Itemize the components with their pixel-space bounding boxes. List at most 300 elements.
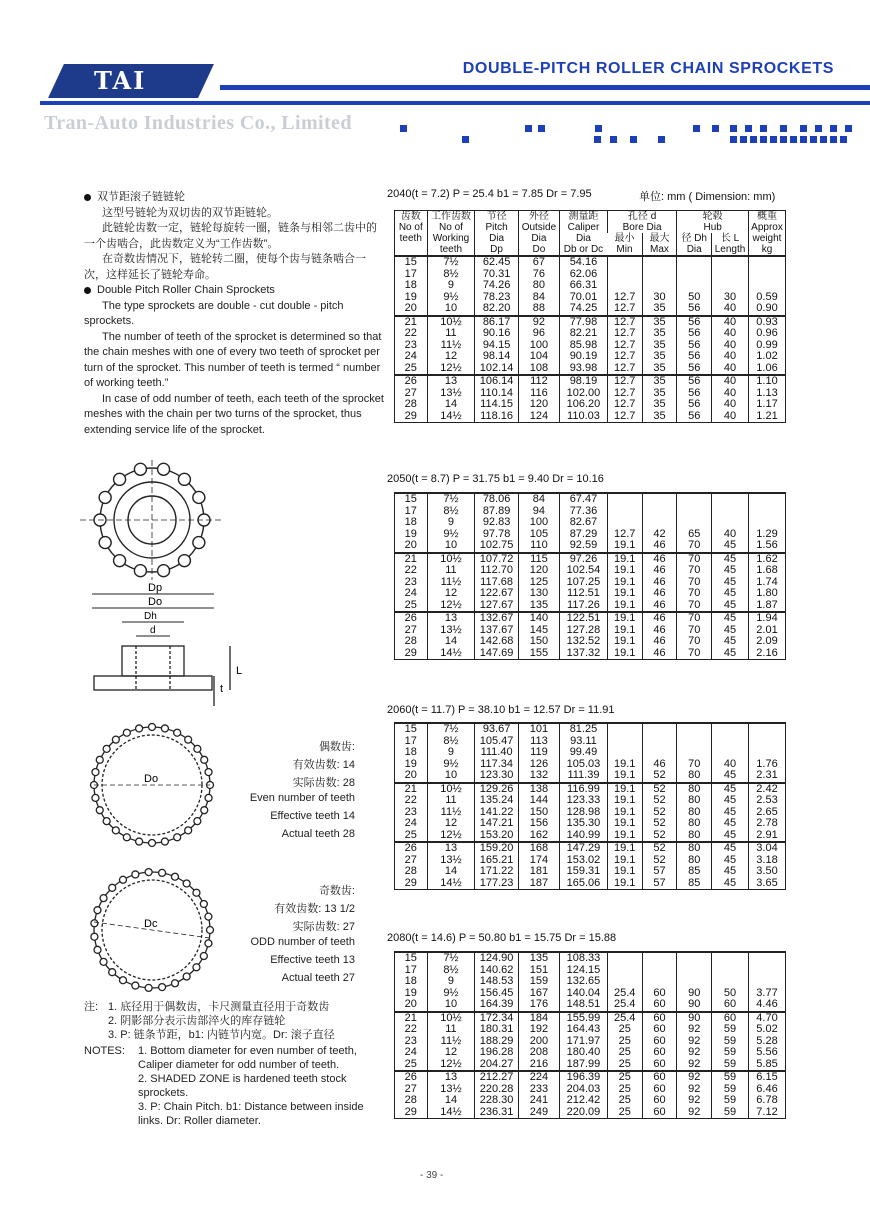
table-header-cell: 最小 Min bbox=[614, 233, 635, 255]
table-cell bbox=[677, 280, 712, 292]
table-cell: 18 bbox=[404, 746, 417, 758]
table-cell: 141.22 bbox=[475, 807, 518, 819]
decor-square bbox=[815, 125, 822, 132]
table-cell: 45 bbox=[712, 600, 749, 613]
table-cell: 10½ bbox=[427, 1012, 475, 1025]
table-cell: 117.68 bbox=[475, 577, 518, 589]
intro-cn-p1: 这型号链轮为双切齿的双节距链轮。 bbox=[102, 206, 278, 219]
table-cell: 97.26 bbox=[560, 553, 608, 566]
table-cell bbox=[749, 976, 786, 988]
table-cell: 35 bbox=[642, 375, 677, 388]
table-cell: 60 bbox=[642, 1095, 677, 1107]
table-cell: 92.59 bbox=[560, 540, 608, 553]
table-cell: 92 bbox=[677, 1071, 712, 1084]
table-cell: 165.06 bbox=[560, 878, 608, 890]
decor-square bbox=[760, 125, 767, 132]
tooth-mark bbox=[205, 913, 212, 920]
row-group bbox=[395, 316, 786, 376]
tooth-mark bbox=[158, 565, 170, 577]
table-cell: 9½ bbox=[427, 759, 475, 771]
decor-square bbox=[595, 125, 602, 132]
table-cell: 22 bbox=[404, 564, 417, 576]
tooth-mark bbox=[194, 818, 201, 825]
table-cell: 2.78 bbox=[749, 818, 786, 830]
tooth-mark bbox=[136, 725, 143, 732]
table-cell: 82.20 bbox=[475, 303, 518, 316]
table-cell: 60 bbox=[642, 1071, 677, 1084]
table-cell: 70 bbox=[677, 577, 712, 589]
table-cell: 192 bbox=[518, 1024, 559, 1036]
table-cell: 45 bbox=[712, 795, 749, 807]
table-cell: 3.50 bbox=[749, 866, 786, 878]
table-cell: 156.45 bbox=[475, 988, 518, 1000]
table-cell: 25.4 bbox=[607, 1012, 642, 1025]
table-cell: 188.29 bbox=[475, 1036, 518, 1048]
table-row bbox=[395, 1059, 786, 1072]
table-cell: 105 bbox=[518, 529, 559, 541]
table-cell bbox=[749, 965, 786, 977]
table-cell: 101 bbox=[518, 723, 559, 736]
table-cell: 56 bbox=[677, 411, 712, 423]
table-cell: 117.34 bbox=[475, 759, 518, 771]
decor-square bbox=[820, 136, 827, 143]
tooth-mark bbox=[183, 880, 190, 887]
table-cell: 74.25 bbox=[560, 303, 608, 316]
table-cell: 171.22 bbox=[475, 866, 518, 878]
table-cell: 110 bbox=[518, 540, 559, 553]
table-cell: 26 bbox=[404, 842, 417, 854]
sprocket-front-view bbox=[80, 460, 224, 580]
table-cell: 12.7 bbox=[607, 388, 642, 400]
decor-square bbox=[610, 136, 617, 143]
table-cell bbox=[677, 493, 712, 506]
table-cell bbox=[677, 723, 712, 736]
table-cell: 7½ bbox=[427, 723, 475, 736]
tooth-mark bbox=[161, 838, 168, 845]
table-cell: 92 bbox=[677, 1047, 712, 1059]
table-cell bbox=[607, 723, 642, 736]
table-cell: 12.7 bbox=[607, 328, 642, 340]
table-cell: 2.65 bbox=[749, 807, 786, 819]
table-cell: 52 bbox=[642, 842, 677, 855]
notes-en2: 2. SHADED ZONE is hardened teeth stock sprockets. bbox=[138, 1073, 347, 1099]
table-cell: 22 bbox=[404, 327, 417, 339]
table-cell: 216 bbox=[518, 1059, 559, 1072]
table-cell: 113 bbox=[518, 736, 559, 748]
table-cell bbox=[677, 952, 712, 965]
table-cell: 102.75 bbox=[475, 540, 518, 553]
tooth-mark bbox=[94, 946, 101, 953]
table-cell: 8½ bbox=[427, 736, 475, 748]
table-cell: 184 bbox=[518, 1012, 559, 1025]
table-cell: 3.77 bbox=[749, 988, 786, 1000]
table-cell: 241 bbox=[518, 1095, 559, 1107]
table-cell: 88 bbox=[518, 303, 559, 316]
table-cell: 56 bbox=[677, 316, 712, 329]
tooth-mark bbox=[171, 980, 178, 987]
table-cell bbox=[677, 976, 712, 988]
tooth-mark bbox=[92, 769, 99, 776]
odd-en1: ODD number of teeth bbox=[250, 936, 355, 948]
table-cell: 54.16 bbox=[560, 256, 608, 269]
table-cell bbox=[677, 269, 712, 281]
tooth-mark bbox=[120, 977, 127, 984]
table-row bbox=[395, 256, 786, 269]
decor-square bbox=[800, 125, 807, 132]
table-cell: 6.15 bbox=[749, 1071, 786, 1084]
tooth-mark bbox=[132, 871, 139, 878]
tooth-mark bbox=[193, 889, 200, 896]
row-group bbox=[395, 783, 786, 843]
table-row bbox=[395, 600, 786, 613]
table-cell: 45 bbox=[712, 842, 749, 855]
table-cell: 12 bbox=[427, 818, 475, 830]
table-cell: 13 bbox=[427, 375, 475, 388]
table-cell: 110.14 bbox=[475, 388, 518, 400]
table-cell: 2.53 bbox=[749, 795, 786, 807]
table-cell: 80 bbox=[677, 842, 712, 855]
table-cell bbox=[642, 736, 677, 748]
table-cell: 40 bbox=[712, 375, 749, 388]
table-cell: 85 bbox=[677, 878, 712, 890]
table-cell: 12.7 bbox=[607, 411, 642, 423]
row-group bbox=[395, 1071, 786, 1119]
table-cell bbox=[749, 256, 786, 269]
table-cell: 12½ bbox=[427, 1059, 475, 1072]
table-cell: 45 bbox=[712, 565, 749, 577]
table-cell: 1.02 bbox=[749, 351, 786, 363]
table-cell: 24 bbox=[404, 817, 417, 829]
table-cell: 19.1 bbox=[607, 648, 642, 660]
table-cell: 165.21 bbox=[475, 855, 518, 867]
logo-text: TAI bbox=[94, 66, 147, 95]
table-cell: 12.7 bbox=[607, 316, 642, 329]
table-cell: 9 bbox=[427, 517, 475, 529]
tooth-mark bbox=[201, 807, 208, 814]
table-row bbox=[395, 351, 786, 363]
row-group bbox=[395, 952, 786, 1012]
table-cell bbox=[607, 747, 642, 759]
table-cell: 147.29 bbox=[560, 842, 608, 855]
table-cell: 57 bbox=[642, 866, 677, 878]
table-cell: 28 bbox=[404, 1094, 417, 1106]
table-cell: 46 bbox=[642, 577, 677, 589]
table-cell: 25 bbox=[607, 1084, 642, 1096]
table-cell: 150 bbox=[518, 807, 559, 819]
table-cell: 125 bbox=[518, 577, 559, 589]
table-cell: 233 bbox=[518, 1084, 559, 1096]
table-header-cell: 测量距 Caliper Dia Db or Dc bbox=[560, 211, 608, 257]
table-cell: 1.87 bbox=[749, 600, 786, 613]
caption-text-2040: 2040(t = 7.2) P = 25.4 b1 = 7.85 Dr = 7.95 bbox=[387, 188, 592, 200]
label-L: L bbox=[236, 665, 243, 677]
table-cell: 21 bbox=[404, 552, 417, 565]
table-cell: 19.1 bbox=[607, 625, 642, 637]
table-cell: 10½ bbox=[427, 316, 475, 329]
even-en2: Effective teeth 14 bbox=[270, 810, 355, 822]
table-cell: 176 bbox=[518, 999, 559, 1012]
table-cell: 164.39 bbox=[475, 999, 518, 1012]
tooth-mark bbox=[103, 745, 110, 752]
table-cell: 77.36 bbox=[560, 506, 608, 518]
table-cell: 140.04 bbox=[560, 988, 608, 1000]
notes-en3: 3. P: Chain Pitch. b1: Distance between inside links. Dr: Roller diameter. bbox=[138, 1101, 364, 1127]
table-cell: 20 bbox=[404, 539, 417, 551]
table-cell: 60 bbox=[642, 988, 677, 1000]
table-cell: 100 bbox=[518, 517, 559, 529]
table-cell: 155 bbox=[518, 648, 559, 660]
table-cell: 25 bbox=[607, 1059, 642, 1072]
table-cell: 108 bbox=[518, 363, 559, 376]
table-cell bbox=[749, 736, 786, 748]
table-row bbox=[395, 723, 786, 736]
decor-square bbox=[740, 136, 747, 143]
intro-en-p1: The type sprockets are double - cut double - pitch sprockets. bbox=[84, 299, 344, 327]
table-cell: 212.42 bbox=[560, 1095, 608, 1107]
table-header-cell: 轮毂 Hub bbox=[677, 211, 749, 234]
table-cell: 59 bbox=[712, 1036, 749, 1048]
decor-square bbox=[730, 136, 737, 143]
table-cell: 142.68 bbox=[475, 636, 518, 648]
table-cell: 94 bbox=[518, 506, 559, 518]
table-cell: 153.02 bbox=[560, 855, 608, 867]
table-cell: 46 bbox=[642, 588, 677, 600]
table-cell bbox=[712, 493, 749, 506]
table-row bbox=[395, 399, 786, 411]
table-cell: 25 bbox=[607, 1036, 642, 1048]
table-cell bbox=[712, 280, 749, 292]
table-cell: 59 bbox=[712, 1059, 749, 1072]
table-cell: 0.59 bbox=[749, 292, 786, 304]
tooth-mark bbox=[92, 794, 99, 801]
table-cell: 90 bbox=[677, 988, 712, 1000]
table-cell: 18 bbox=[404, 516, 417, 528]
intro-en-p2: The number of teeth of the sprocket is determined so that the chain meshes with one of every two teeth of sprocket per turn of the sprocket. This number of teeth is termed “ number of working teeth.” bbox=[84, 330, 382, 389]
decor-square bbox=[745, 125, 752, 132]
table-cell: 0.96 bbox=[749, 328, 786, 340]
page-title: DOUBLE-PITCH ROLLER CHAIN SPROCKETS bbox=[462, 60, 834, 77]
tooth-mark bbox=[205, 940, 212, 947]
table-cell: 107.72 bbox=[475, 553, 518, 566]
table-row bbox=[395, 303, 786, 316]
odd-en2: Effective teeth 13 bbox=[270, 954, 355, 966]
table-cell: 60 bbox=[642, 1107, 677, 1119]
table-cell: 12.7 bbox=[607, 399, 642, 411]
table-cell: 65 bbox=[677, 529, 712, 541]
table-cell: 104 bbox=[518, 351, 559, 363]
even-cn2: 有效齿数: 14 bbox=[292, 759, 355, 771]
table-cell bbox=[607, 517, 642, 529]
table-cell: 35 bbox=[642, 303, 677, 316]
table-cell: 19.1 bbox=[607, 818, 642, 830]
table-cell bbox=[712, 965, 749, 977]
table-cell: 12½ bbox=[427, 830, 475, 843]
table-cell: 119 bbox=[518, 747, 559, 759]
tooth-mark bbox=[109, 884, 116, 891]
table-cell: 46 bbox=[642, 612, 677, 625]
table-cell: 112.70 bbox=[475, 565, 518, 577]
table-cell: 97.78 bbox=[475, 529, 518, 541]
tooth-mark bbox=[120, 876, 127, 883]
table-cell: 14 bbox=[427, 636, 475, 648]
table-cell: 180.40 bbox=[560, 1047, 608, 1059]
tooth-mark bbox=[112, 736, 119, 743]
table-cell: 105.03 bbox=[560, 759, 608, 771]
decor-square bbox=[658, 136, 665, 143]
spec-table bbox=[394, 210, 786, 423]
table-cell: 22 bbox=[404, 794, 417, 806]
table-cell: 29 bbox=[404, 1105, 417, 1118]
table-cell: 22 bbox=[404, 1023, 417, 1035]
table-cell bbox=[607, 493, 642, 506]
table-cell: 12 bbox=[427, 351, 475, 363]
table-cell bbox=[712, 506, 749, 518]
table-cell: 135 bbox=[518, 952, 559, 965]
even-cn3: 实际齿数: 28 bbox=[292, 777, 355, 789]
table-cell: 208 bbox=[518, 1047, 559, 1059]
table-cell: 52 bbox=[642, 818, 677, 830]
table-cell bbox=[677, 517, 712, 529]
table-cell: 10½ bbox=[427, 553, 475, 566]
table-cell: 66.31 bbox=[560, 280, 608, 292]
table-cell: 81.25 bbox=[560, 723, 608, 736]
table-cell: 92 bbox=[677, 1084, 712, 1096]
table-cell: 132 bbox=[518, 770, 559, 783]
company-name: Tran-Auto Industries Co., Limited bbox=[44, 112, 352, 134]
table-row bbox=[395, 612, 786, 625]
table-cell bbox=[712, 723, 749, 736]
table-row bbox=[395, 830, 786, 843]
table-cell: 24 bbox=[404, 1046, 417, 1058]
table-cell: 137.32 bbox=[560, 648, 608, 660]
tooth-mark bbox=[96, 756, 103, 763]
table-cell: 70 bbox=[677, 588, 712, 600]
table-cell: 26 bbox=[404, 375, 417, 387]
table-cell: 45 bbox=[712, 807, 749, 819]
table-cell: 25.4 bbox=[607, 999, 642, 1012]
decor-square bbox=[780, 136, 787, 143]
table-cell: 8½ bbox=[427, 965, 475, 977]
table-cell: 93.98 bbox=[560, 363, 608, 376]
table-cell: 167 bbox=[518, 988, 559, 1000]
table-cell: 35 bbox=[642, 388, 677, 400]
table-cell: 70.01 bbox=[560, 292, 608, 304]
table-cell: 118.16 bbox=[475, 411, 518, 423]
table-cell: 40 bbox=[712, 316, 749, 329]
table-cell: 148.53 bbox=[475, 976, 518, 988]
table-row bbox=[395, 636, 786, 648]
table-cell: 155.99 bbox=[560, 1012, 608, 1025]
table-cell: 9 bbox=[427, 747, 475, 759]
table-cell: 78.23 bbox=[475, 292, 518, 304]
label-do-circle: Do bbox=[144, 773, 159, 785]
label-d: d bbox=[150, 625, 156, 636]
tooth-mark bbox=[100, 958, 107, 965]
table-cell: 40 bbox=[712, 303, 749, 316]
tooth-mark bbox=[200, 953, 207, 960]
table-cell: 62.45 bbox=[475, 256, 518, 269]
table-cell: 35 bbox=[642, 340, 677, 352]
table-cell: 20 bbox=[404, 998, 417, 1010]
table-cell bbox=[677, 747, 712, 759]
tooth-mark bbox=[91, 920, 98, 927]
table-cell: 11½ bbox=[427, 807, 475, 819]
table-cell: 50 bbox=[677, 292, 712, 304]
tooth-mark bbox=[91, 933, 98, 940]
tooth-mark bbox=[132, 982, 139, 989]
table-cell: 112 bbox=[518, 375, 559, 388]
table-cell: 52 bbox=[642, 807, 677, 819]
tooth-mark bbox=[103, 818, 110, 825]
table-row bbox=[395, 770, 786, 783]
table-cell: 82.67 bbox=[560, 517, 608, 529]
table-cell: 57 bbox=[642, 878, 677, 890]
table-cell: 5.02 bbox=[749, 1024, 786, 1036]
decor-square bbox=[630, 136, 637, 143]
decor-square bbox=[760, 136, 767, 143]
notes-cn2: 2. 阴影部分表示齿部淬火的库存链轮 bbox=[108, 1015, 286, 1027]
page-number: - 39 - bbox=[420, 1170, 444, 1181]
table-cell: 1.10 bbox=[749, 375, 786, 388]
label-dp: Dp bbox=[148, 582, 163, 594]
table-cell: 25 bbox=[404, 1057, 417, 1070]
table-cell: 2.91 bbox=[749, 830, 786, 843]
table-cell: 56 bbox=[677, 351, 712, 363]
tooth-mark bbox=[99, 491, 111, 503]
table-cell: 0.99 bbox=[749, 340, 786, 352]
table-cell: 59 bbox=[712, 1095, 749, 1107]
table-header-cell: 齿数 No of teeth bbox=[398, 211, 423, 244]
table-cell: 132.67 bbox=[475, 612, 518, 625]
table-header-cell: 外径 Outside Dia Do bbox=[518, 211, 559, 257]
table-cell: 10 bbox=[427, 540, 475, 553]
table-cell bbox=[607, 280, 642, 292]
table-row bbox=[395, 565, 786, 577]
table-cell bbox=[607, 952, 642, 965]
table-cell: 105.47 bbox=[475, 736, 518, 748]
table-row bbox=[395, 1024, 786, 1036]
table-cell: 177.23 bbox=[475, 878, 518, 890]
table-cell: 59 bbox=[712, 1071, 749, 1084]
table-cell: 17 bbox=[404, 963, 417, 976]
table-cell: 70 bbox=[677, 648, 712, 660]
decor-square bbox=[594, 136, 601, 143]
decor-square bbox=[712, 125, 719, 132]
table-cell: 11 bbox=[427, 1024, 475, 1036]
table-cell: 162 bbox=[518, 830, 559, 843]
intro-text bbox=[84, 190, 384, 438]
table-cell: 60 bbox=[712, 1012, 749, 1025]
table-cell: 56 bbox=[677, 363, 712, 376]
table-cell: 138 bbox=[518, 783, 559, 796]
table-cell: 70 bbox=[677, 565, 712, 577]
table-cell: 1.76 bbox=[749, 759, 786, 771]
sprocket-side-view bbox=[94, 646, 230, 706]
table-cell: 12.7 bbox=[607, 292, 642, 304]
table-cell: 40 bbox=[712, 759, 749, 771]
table-cell bbox=[677, 736, 712, 748]
table-cell: 3.65 bbox=[749, 878, 786, 890]
even-en1: Even number of teeth bbox=[249, 792, 355, 804]
table-cell: 111.39 bbox=[560, 770, 608, 783]
table-cell: 24 bbox=[404, 350, 417, 362]
table-cell: 108.33 bbox=[560, 952, 608, 965]
table-cell: 4.70 bbox=[749, 1012, 786, 1025]
table-cell: 10 bbox=[427, 303, 475, 316]
table-cell: 116.99 bbox=[560, 783, 608, 796]
spec-table bbox=[394, 722, 786, 890]
table-cell: 120 bbox=[518, 399, 559, 411]
